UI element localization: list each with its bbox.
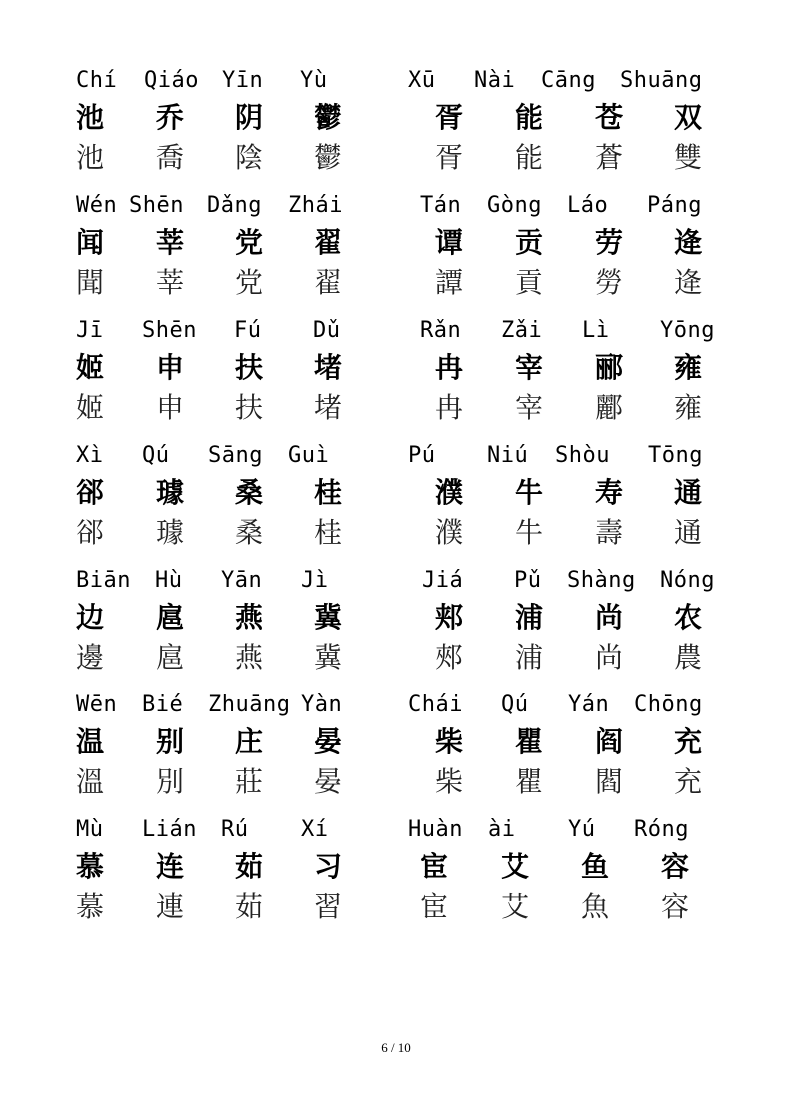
simplified-character: 艾 [500,850,530,883]
surname-row-block [0,70,792,194]
pinyin: Rǎn [420,318,462,343]
pinyin: Yān [221,568,263,593]
pinyin: Xū [408,68,436,93]
traditional-character: 雙 [673,141,703,174]
simplified-character: 牛 [514,476,544,509]
simplified-character: 郏 [434,601,464,634]
traditional-character: 璩 [155,516,185,549]
pinyin: Xí [301,817,329,842]
traditional-character: 党 [234,266,264,299]
simplified-character: 容 [660,850,690,883]
pinyin: Pǔ [514,568,542,593]
traditional-character: 壽 [594,516,624,549]
traditional-character: 堵 [313,391,343,424]
simplified-character: 寿 [594,476,624,509]
traditional-character: 邊 [75,641,105,674]
traditional-character: 酈 [594,391,624,424]
traditional-character: 農 [673,641,703,674]
pinyin: Lì [582,318,610,343]
simplified-character: 慕 [75,850,105,883]
simplified-character: 双 [673,101,703,134]
pinyin: Qú [142,443,170,468]
simplified-character: 浦 [514,601,544,634]
page-number: 6 / 10 [381,1040,411,1055]
simplified-character: 边 [75,601,105,634]
traditional-character: 聞 [75,266,105,299]
pinyin: Yú [568,817,596,842]
pinyin: Chōng [634,692,703,717]
traditional-character: 貢 [514,266,544,299]
pinyin: Rú [221,817,249,842]
traditional-character: 浦 [514,641,544,674]
surname-row-block [0,694,792,818]
simplified-character: 柴 [434,725,464,758]
traditional-character: 容 [660,890,690,923]
pinyin: Lián [142,817,197,842]
traditional-character: 雍 [673,391,703,424]
simplified-character: 党 [234,226,264,259]
simplified-character: 连 [155,850,185,883]
traditional-character: 喬 [155,141,185,174]
traditional-character: 莊 [234,765,264,798]
traditional-character: 能 [514,141,544,174]
simplified-character: 庄 [234,725,264,758]
pinyin: Xì [76,443,104,468]
traditional-character: 艾 [500,890,530,923]
traditional-character: 冀 [313,641,343,674]
pinyin: Niú [487,443,529,468]
simplified-character: 桂 [313,476,343,509]
simplified-character: 冉 [434,351,464,384]
pinyin: Shàng [567,568,636,593]
traditional-character: 池 [75,141,105,174]
traditional-character: 濮 [434,516,464,549]
pinyin: Hù [155,568,183,593]
pinyin: Tán [420,193,462,218]
traditional-character: 充 [673,765,703,798]
simplified-character: 冀 [313,601,343,634]
traditional-character: 瞿 [514,765,544,798]
traditional-character: 鬱 [313,141,343,174]
pinyin: Guì [288,443,330,468]
traditional-character: 桑 [234,516,264,549]
simplified-character: 劳 [594,226,624,259]
traditional-character: 翟 [313,266,343,299]
traditional-character: 胥 [434,141,464,174]
simplified-character: 尚 [594,601,624,634]
simplified-character: 郤 [75,476,105,509]
pinyin: Qú [501,692,529,717]
pinyin: Wén [76,193,118,218]
traditional-character: 尚 [594,641,624,674]
simplified-character: 苍 [594,101,624,134]
pinyin: Zhái [288,193,343,218]
simplified-character: 鱼 [580,850,610,883]
pinyin: Chí [76,68,118,93]
simplified-character: 乔 [155,101,185,134]
simplified-character: 充 [673,725,703,758]
simplified-character: 扈 [155,601,185,634]
simplified-character: 堵 [313,351,343,384]
pinyin: Shuāng [620,68,703,93]
simplified-character: 习 [313,850,343,883]
traditional-character: 郤 [75,516,105,549]
traditional-character: 柴 [434,765,464,798]
pinyin: Gòng [487,193,542,218]
traditional-character: 燕 [234,641,264,674]
traditional-character: 逄 [673,266,703,299]
pinyin: Jiá [422,568,464,593]
simplified-character: 胥 [434,101,464,134]
traditional-character: 冉 [434,391,464,424]
pinyin: Biān [76,568,131,593]
pinyin: Huàn [408,817,463,842]
simplified-character: 贡 [514,226,544,259]
simplified-character: 茹 [234,850,264,883]
traditional-character: 晏 [313,765,343,798]
pinyin: Nài [474,68,516,93]
simplified-character: 农 [673,601,703,634]
simplified-character: 璩 [155,476,185,509]
pinyin: Dǎng [207,193,262,218]
traditional-character: 通 [673,516,703,549]
pinyin: Yán [568,692,610,717]
traditional-character: 扈 [155,641,185,674]
pinyin: Chái [408,692,463,717]
pinyin: Yōng [660,318,715,343]
traditional-character: 溫 [75,765,105,798]
simplified-character: 温 [75,725,105,758]
simplified-character: 闻 [75,226,105,259]
pinyin: Yīn [222,68,264,93]
pinyin: Jì [301,568,329,593]
pinyin: Tōng [648,443,703,468]
traditional-character: 姬 [75,391,105,424]
pinyin: Shēn [129,193,184,218]
pinyin: Mù [76,817,104,842]
pinyin: ài [488,817,516,842]
simplified-character: 扶 [234,351,264,384]
pinyin: Dǔ [313,318,341,343]
simplified-character: 申 [155,351,185,384]
traditional-character: 蒼 [594,141,624,174]
surname-row-block [0,819,792,943]
simplified-character: 雍 [673,351,703,384]
simplified-character: 阎 [594,725,624,758]
simplified-character: 莘 [155,226,185,259]
simplified-character: 能 [514,101,544,134]
simplified-character: 逄 [673,226,703,259]
traditional-character: 閻 [594,765,624,798]
traditional-character: 慕 [75,890,105,923]
pinyin: Zǎi [501,318,543,343]
surname-row-block [0,445,792,569]
pinyin: Láo [567,193,609,218]
traditional-character: 桂 [313,516,343,549]
simplified-character: 桑 [234,476,264,509]
simplified-character: 翟 [313,226,343,259]
traditional-character: 扶 [234,391,264,424]
simplified-character: 别 [155,725,185,758]
simplified-character: 晏 [313,725,343,758]
traditional-character: 勞 [594,266,624,299]
traditional-character: 魚 [580,890,610,923]
pinyin: Róng [634,817,689,842]
simplified-character: 郦 [594,351,624,384]
pinyin: Shòu [555,443,610,468]
traditional-character: 申 [155,391,185,424]
traditional-character: 郟 [434,641,464,674]
simplified-character: 姬 [75,351,105,384]
traditional-character: 譚 [434,266,464,299]
simplified-character: 宰 [514,351,544,384]
pinyin: Shēn [142,318,197,343]
pinyin: Fú [234,318,262,343]
simplified-character: 宦 [419,850,449,883]
traditional-character: 習 [313,890,343,923]
traditional-character: 茹 [234,890,264,923]
simplified-character: 瞿 [514,725,544,758]
pinyin: Yù [300,68,328,93]
pinyin: Pú [408,443,436,468]
pinyin: Wēn [76,692,118,717]
pinyin: Jī [76,318,104,343]
traditional-character: 宦 [419,890,449,923]
traditional-character: 連 [155,890,185,923]
traditional-character: 宰 [514,391,544,424]
pinyin: Nóng [660,568,715,593]
pinyin: Yàn [301,692,343,717]
simplified-character: 燕 [234,601,264,634]
pinyin: Bié [142,692,184,717]
pinyin: Sāng [208,443,263,468]
simplified-character: 池 [75,101,105,134]
traditional-character: 別 [155,765,185,798]
simplified-character: 谭 [434,226,464,259]
pinyin: Zhuāng [208,692,291,717]
simplified-character: 通 [673,476,703,509]
simplified-character: 阴 [234,101,264,134]
surname-row-block [0,195,792,319]
surname-row-block [0,320,792,444]
traditional-character: 莘 [155,266,185,299]
pinyin: Qiáo [144,68,199,93]
surname-row-block [0,570,792,694]
traditional-character: 牛 [514,516,544,549]
pinyin: Cāng [541,68,596,93]
traditional-character: 陰 [234,141,264,174]
simplified-character: 濮 [434,476,464,509]
simplified-character: 鬱 [313,101,343,134]
pinyin: Páng [647,193,702,218]
